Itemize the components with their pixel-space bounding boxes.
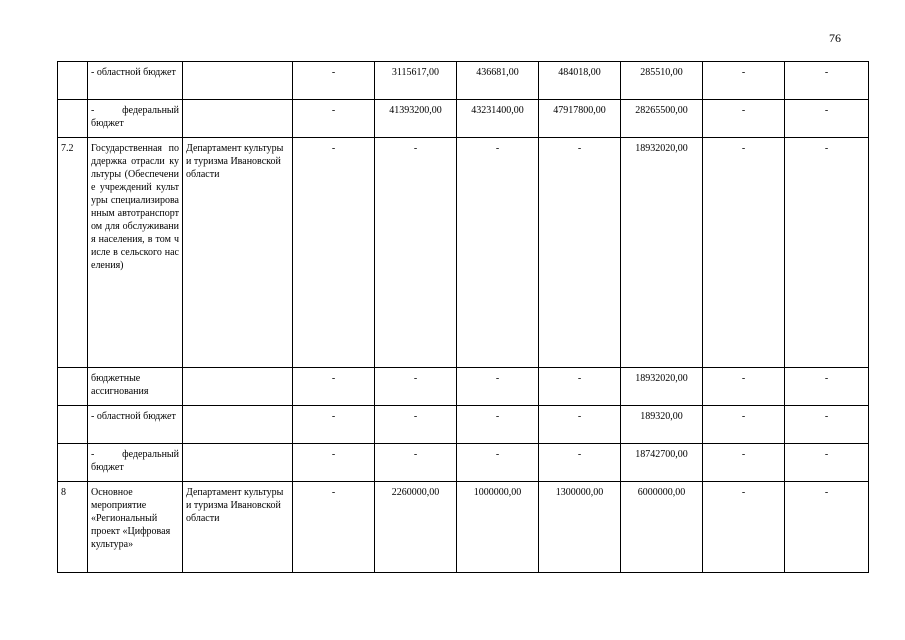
table-row [58,406,869,444]
cell-value: 1300000,00 [539,482,621,573]
cell-value: 2260000,00 [375,482,457,573]
cell-value: 18932020,00 [621,138,703,368]
cell-executor: Департамент культуры и туризма Ивановской области [183,138,293,368]
cell-value: - [457,138,539,368]
cell-value: - [457,368,539,406]
cell-value: 28265500,00 [621,100,703,138]
cell-value: - [703,368,785,406]
cell-value: 189320,00 [621,406,703,444]
cell-value: 436681,00 [457,62,539,100]
cell-value: - [539,406,621,444]
table-row [58,368,869,406]
cell-value: - [375,444,457,482]
cell-name: бюджетные ассигнования [88,368,183,406]
cell-value: - [457,444,539,482]
table-row [58,138,869,368]
cell-executor [183,100,293,138]
cell-value: - [703,138,785,368]
cell-value: - [785,138,869,368]
cell-name: Основное мероприятие «Региональный проект «Цифровая культура» [88,482,183,573]
cell-value: - [785,444,869,482]
cell-name: Государственная поддержка отрасли культуры (Обеспечение учреждений культуры специализированным автотранспортом для обслуживания населения, в том числе в сельского населения) [88,138,183,368]
cell-value: - [293,100,375,138]
cell-name: - областной бюджет [88,406,183,444]
cell-name: - федеральный бюджет [88,444,183,482]
cell-executor [183,62,293,100]
cell-value: - [293,62,375,100]
cell-value: - [375,368,457,406]
cell-value: - [375,406,457,444]
cell-value: - [785,368,869,406]
cell-executor [183,368,293,406]
cell-value: - [539,368,621,406]
cell-value: - [293,368,375,406]
table-row [58,62,869,100]
cell-value: - [375,138,457,368]
cell-value: - [703,62,785,100]
cell-value: - [293,444,375,482]
cell-value: - [539,138,621,368]
table-row [58,482,869,573]
cell-value: - [703,100,785,138]
cell-value: 6000000,00 [621,482,703,573]
cell-value: 1000000,00 [457,482,539,573]
cell-number [58,444,88,482]
cell-value: - [293,482,375,573]
cell-number [58,100,88,138]
cell-value: - [785,482,869,573]
cell-value: 285510,00 [621,62,703,100]
budget-table [57,61,869,573]
cell-executor [183,406,293,444]
cell-number [58,368,88,406]
cell-number: 7.2 [58,138,88,368]
cell-value: 18742700,00 [621,444,703,482]
cell-value: - [539,444,621,482]
cell-value: - [703,482,785,573]
cell-value: 3115617,00 [375,62,457,100]
table-row [58,100,869,138]
cell-value: 47917800,00 [539,100,621,138]
cell-value: 18932020,00 [621,368,703,406]
page-number: 76 [829,31,841,45]
cell-value: 43231400,00 [457,100,539,138]
cell-number [58,62,88,100]
cell-value: - [785,62,869,100]
cell-number: 8 [58,482,88,573]
cell-executor [183,444,293,482]
cell-name: - областной бюджет [88,62,183,100]
cell-value: - [293,406,375,444]
table-row [58,444,869,482]
cell-number [58,406,88,444]
cell-value: 41393200,00 [375,100,457,138]
cell-value: - [457,406,539,444]
cell-value: 484018,00 [539,62,621,100]
cell-name: - федеральный бюджет [88,100,183,138]
cell-executor: Департамент культуры и туризма Ивановской области [183,482,293,573]
cell-value: - [703,444,785,482]
cell-value: - [785,100,869,138]
cell-value: - [293,138,375,368]
cell-value: - [703,406,785,444]
cell-value: - [785,406,869,444]
